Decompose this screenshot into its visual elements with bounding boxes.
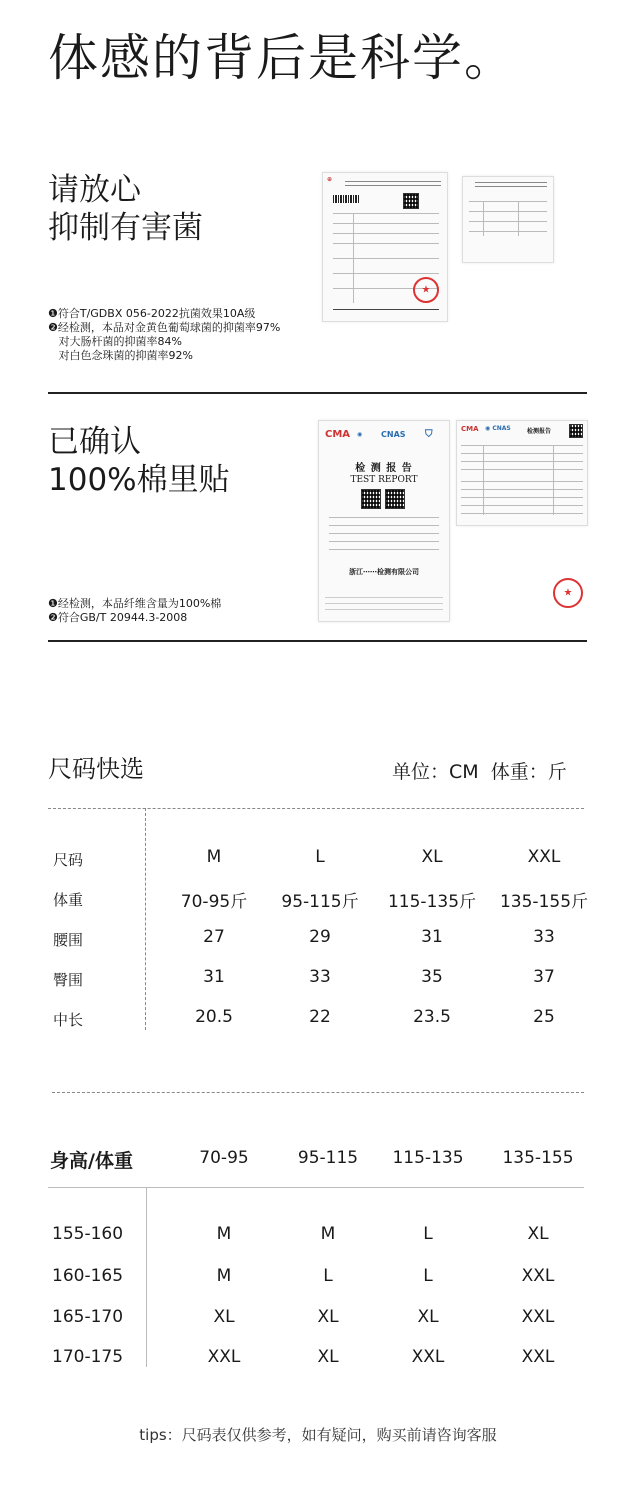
report-title-en: TEST REPORT xyxy=(350,475,418,485)
size-cell: XL xyxy=(421,847,443,867)
qr-code-icon xyxy=(569,424,583,438)
size-cell: 33 xyxy=(309,967,331,987)
qr-code-icon xyxy=(403,193,419,209)
size-tips: tips：尺码表仅供参考，如有疑问，购买前请咨询客服 xyxy=(139,1426,497,1444)
cert-shield-icon: ⛉ xyxy=(425,429,433,440)
fit-weight-header: 70-95 xyxy=(199,1148,249,1168)
red-stamp-icon xyxy=(553,578,583,608)
size-row-label: 腰围 xyxy=(53,931,84,949)
fit-size-cell: XL xyxy=(417,1307,439,1327)
cnas-logo-small-icon: ◉ CNAS xyxy=(485,425,511,432)
fit-height-label: 165-170 xyxy=(52,1307,124,1327)
size-cell: XXL xyxy=(527,847,561,867)
report-company: 浙江⋯⋯检测有限公司 xyxy=(349,568,419,576)
fit-chart-header-divider xyxy=(48,1187,584,1188)
size-cell: 31 xyxy=(421,927,443,947)
fit-weight-header: 135-155 xyxy=(502,1148,574,1168)
red-stamp-icon xyxy=(413,277,439,303)
ilac-logo-icon: ◉ xyxy=(357,431,363,438)
fit-height-label: 155-160 xyxy=(52,1224,124,1244)
size-cell: 22 xyxy=(309,1007,331,1027)
fit-size-cell: XXL xyxy=(521,1347,555,1367)
size-cell: 37 xyxy=(533,967,555,987)
section2-note-1: ❶经检测，本品纤维含量为100%棉 xyxy=(48,597,222,610)
size-chart-column-divider xyxy=(145,808,146,1030)
section-divider-2 xyxy=(48,640,587,642)
section-divider-1 xyxy=(48,392,587,394)
fit-weight-header: 115-135 xyxy=(392,1148,464,1168)
report-logo-icon: ⊕ xyxy=(327,176,333,183)
report-title-cn: 检 测 报 告 xyxy=(355,463,413,474)
size-cell: 29 xyxy=(309,927,331,947)
size-row-label: 中长 xyxy=(53,1011,84,1029)
size-chart-top-divider xyxy=(48,808,584,809)
size-chart-unit: 单位：CM 体重：斤 xyxy=(392,761,567,783)
fit-size-cell: XL xyxy=(213,1307,235,1327)
fit-size-cell: M xyxy=(216,1224,232,1244)
cma-logo-small-icon: CMA xyxy=(461,425,479,433)
fit-size-cell: XL xyxy=(317,1347,339,1367)
size-cell: 95-115斤 xyxy=(281,892,359,912)
fit-chart-column-divider xyxy=(146,1187,147,1367)
fit-size-cell: M xyxy=(320,1224,336,1244)
test-report-image xyxy=(318,420,450,622)
size-row-label: 臀围 xyxy=(53,971,84,989)
section2-title-line2: 100%棉里贴 xyxy=(48,462,230,498)
fit-chart-header-label: 身高/体重 xyxy=(50,1150,133,1172)
section1-note-4: 对白色念珠菌的抑菌率92% xyxy=(48,349,193,362)
qr-code-icon xyxy=(361,489,381,509)
size-cell: 115-135斤 xyxy=(387,892,477,912)
report-small-title: 检测报告 xyxy=(527,428,552,435)
cma-logo: CMA xyxy=(325,429,351,440)
size-cell: 20.5 xyxy=(195,1007,233,1027)
size-cell: L xyxy=(315,847,325,867)
fit-size-cell: XL xyxy=(527,1224,549,1244)
size-cell: 33 xyxy=(533,927,555,947)
fit-size-cell: L xyxy=(423,1266,433,1286)
fit-size-cell: XL xyxy=(317,1307,339,1327)
fit-height-label: 160-165 xyxy=(52,1266,124,1286)
size-cell: M xyxy=(206,847,222,867)
section1-title-line1: 请放心 xyxy=(48,172,141,208)
size-cell: 31 xyxy=(203,967,225,987)
size-row-label: 尺码 xyxy=(53,851,84,869)
fit-weight-header: 95-115 xyxy=(297,1148,359,1168)
fit-size-cell: XXL xyxy=(521,1266,555,1286)
cnas-logo: CNAS xyxy=(381,430,406,439)
page-title: 体感的背后是科学。 xyxy=(48,29,516,87)
fit-size-cell: XXL xyxy=(521,1307,555,1327)
size-cell: 27 xyxy=(203,927,225,947)
antibacterial-report-image xyxy=(322,172,448,322)
fit-height-label: 170-175 xyxy=(52,1347,124,1367)
size-cell: 25 xyxy=(533,1007,555,1027)
fit-size-cell: L xyxy=(323,1266,333,1286)
test-report-page2-image xyxy=(456,420,588,526)
size-cell: 70-95斤 xyxy=(180,892,248,912)
section1-title-line2: 抑制有害菌 xyxy=(48,210,203,246)
barcode-icon xyxy=(333,195,359,203)
size-cell: 135-155斤 xyxy=(499,892,589,912)
antibacterial-report-page2-image xyxy=(462,176,554,263)
fit-size-cell: L xyxy=(423,1224,433,1244)
size-cell: 35 xyxy=(421,967,443,987)
section1-note-3: 对大肠杆菌的抑菌率84% xyxy=(48,335,182,348)
qr-code-icon xyxy=(385,489,405,509)
fit-size-cell: M xyxy=(216,1266,232,1286)
section2-note-2: ❷符合GB/T 20944.3-2008 xyxy=(48,611,188,624)
size-row-label: 体重 xyxy=(53,891,84,909)
fit-size-cell: XXL xyxy=(411,1347,445,1367)
fit-size-cell: XXL xyxy=(207,1347,241,1367)
chart-separator xyxy=(52,1092,584,1093)
section1-note-2: ❷经检测，本品对金黄色葡萄球菌的抑菌率97% xyxy=(48,321,281,334)
section1-note-1: ❶符合T/GDBX 056-2022抗菌效果10A级 xyxy=(48,307,256,320)
size-chart-title: 尺码快选 xyxy=(48,755,144,783)
size-cell: 23.5 xyxy=(413,1007,451,1027)
section2-title-line1: 已确认 xyxy=(48,424,141,460)
